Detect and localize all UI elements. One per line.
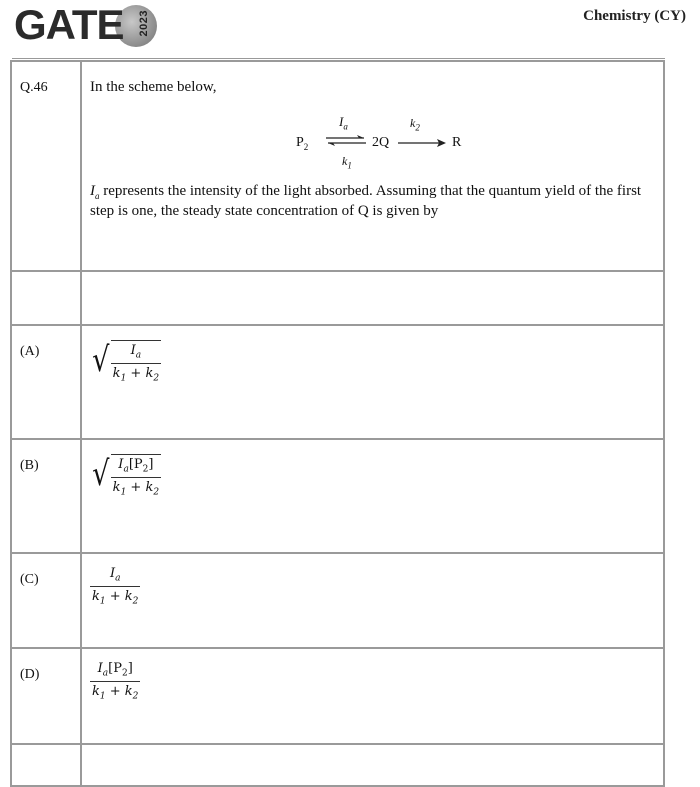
option-math bbox=[81, 439, 664, 553]
blank-cell bbox=[11, 271, 81, 325]
option-math bbox=[81, 648, 664, 744]
sqrt-expression: √ $\frac{I_a}{k_1 + k_2}$ bbox=[92, 340, 160, 384]
blank-cell bbox=[81, 744, 664, 786]
option-row-c[interactable] bbox=[11, 553, 664, 648]
option-row-b[interactable] bbox=[11, 439, 664, 553]
question-table bbox=[10, 60, 665, 787]
question-body bbox=[81, 61, 664, 271]
sqrt-icon: √ bbox=[92, 454, 110, 494]
question-row bbox=[11, 61, 664, 271]
logo-text: GATE bbox=[14, 1, 124, 48]
header-divider bbox=[12, 58, 665, 59]
scheme-second-label: $k_2$ bbox=[410, 116, 420, 133]
option-label: (A) bbox=[11, 325, 81, 439]
scheme-reverse-label: $k_1$ bbox=[342, 154, 352, 171]
reaction-scheme bbox=[90, 104, 657, 174]
scheme-forward-label: $I_a$ bbox=[339, 114, 348, 132]
question-stem: In the scheme below, bbox=[90, 79, 217, 95]
option-math bbox=[81, 325, 664, 439]
scheme-intermediate: 2Q bbox=[372, 135, 390, 150]
option-row-a[interactable] bbox=[11, 325, 664, 439]
blank-row bbox=[11, 744, 664, 786]
blank-cell bbox=[81, 271, 664, 325]
sqrt-icon: √ bbox=[92, 340, 110, 380]
fraction-expression: $\frac{I_a[P_2]}{k_1 + k_2}$ bbox=[92, 661, 139, 702]
description-text: represents the intensity of the light absorbed. Assuming that the quantum yield of the first step is one, the steady state concentration of Q is given by bbox=[90, 183, 642, 219]
option-label: (C) bbox=[11, 553, 81, 648]
scheme-reactant: $P_2$ bbox=[296, 135, 309, 152]
gate-logo bbox=[14, 2, 174, 48]
arrow-right-icon bbox=[396, 134, 448, 152]
scheme-product: R bbox=[452, 135, 462, 150]
blank-row bbox=[11, 271, 664, 325]
equilibrium-arrows-icon bbox=[324, 132, 368, 150]
question-description: $I_a$ represents the intensity of the light absorbed. Assuming that the quantum yield of the first step is one, the steady state concentration of Q is given by bbox=[90, 183, 642, 219]
fraction-expression: $\frac{I_a}{k_1 + k_2}$ bbox=[92, 566, 139, 607]
question-number: Q.46 bbox=[11, 61, 81, 271]
option-label: (D) bbox=[11, 648, 81, 744]
subject-title: Chemistry (CY) bbox=[583, 8, 686, 24]
sqrt-expression: √ $\frac{I_a[P_2]}{k_1 + k_2}$ bbox=[92, 454, 160, 498]
option-row-d[interactable] bbox=[11, 648, 664, 744]
option-label: (B) bbox=[11, 439, 81, 553]
option-math bbox=[81, 553, 664, 648]
logo-year: 2023 bbox=[138, 10, 150, 37]
blank-cell bbox=[11, 744, 81, 786]
